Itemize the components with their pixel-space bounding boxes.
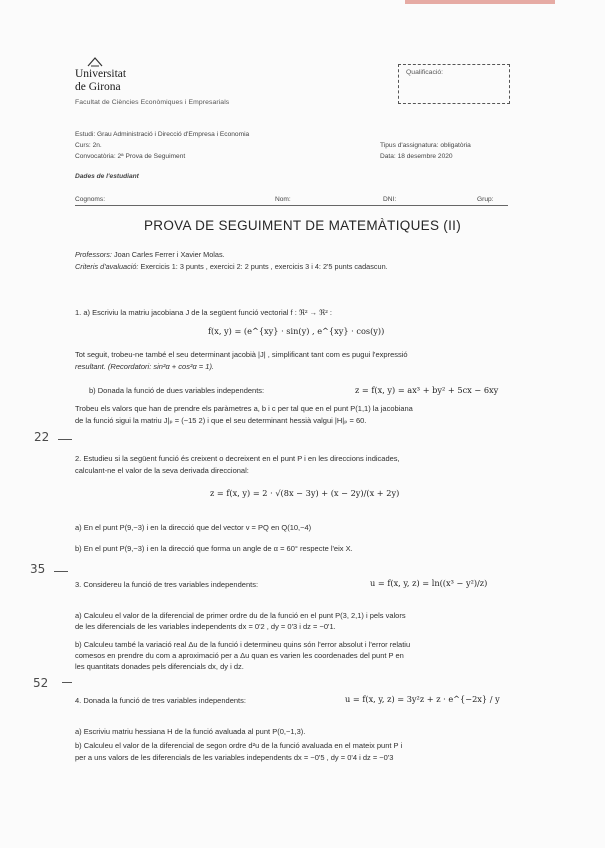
- date-line: Data: 18 desembre 2020: [380, 153, 453, 160]
- q1b-text1: Trobeu els valors que han de prendre els paràmetres a, b i c per tal que en el punt P(1,1) la jacobiana: [75, 404, 413, 413]
- group-label: Grup:: [477, 196, 494, 203]
- exam-title: PROVA DE SEGUIMENT DE MATEMÀTIQUES (II): [144, 218, 461, 233]
- q4-formula: u = f(x, y, z) = 3y²z + z · e^{−2x} / y: [345, 694, 500, 704]
- margin-dash-3: [62, 682, 72, 683]
- university-name-line1: Universitat: [75, 68, 127, 80]
- margin-note-2: 35: [30, 562, 46, 576]
- q3-formula: u = f(x, y, z) = ln((x³ − y²)/z): [370, 578, 488, 588]
- university-name-line2: de Girona: [75, 81, 121, 93]
- university-logo-icon: [86, 56, 104, 68]
- q3-b1: b) Calculeu també la variació real Δu de la funció i determineu quins són l'error absolut i l'error relatiu: [75, 640, 411, 649]
- criteria-label: Criteris d'avaluació:: [75, 262, 139, 271]
- q1b-text2: de la funció sigui la matriu J|ₚ = (−15 2) i que el seu determinant hessià valgui |H|ₚ = 60.: [75, 416, 367, 425]
- q4-b2: per a uns valors de les diferencials de les variables independents dx = −0'5 , dy = 0'4 i dz = −0'3: [75, 753, 394, 762]
- q3-a1: a) Calculeu el valor de la diferencial de primer ordre du de la funció en el punt P(3, 2,1) i pels valors: [75, 611, 406, 620]
- professors: Joan Carles Ferrer i Xavier Molas.: [113, 250, 225, 259]
- q4-intro: 4. Donada la funció de tres variables independents:: [75, 696, 246, 705]
- q1b-formula: z = f(x, y) = ax³ + by² + 5cx − 6xy: [355, 385, 499, 395]
- grade-label: Qualificació:: [406, 69, 444, 76]
- student-data-line: [75, 205, 508, 206]
- margin-note-1: 22: [34, 430, 50, 444]
- q2-a: a) En el punt P(9,−3) i en la direcció que del vector v = PQ en Q(10,−4): [75, 523, 312, 532]
- faculty-name: Facultat de Ciències Econòmiques i Empresarials: [75, 99, 230, 106]
- q1a-formula: f(x, y) = (e^{xy} · sin(y) , e^{xy} · cos(y)): [208, 326, 385, 336]
- q3-b2: comesos en prendre du com a aproximació per a Δu quan es varien les coordenades del punt P en: [75, 651, 404, 660]
- criteria: Exercicis 1: 3 punts , exercici 2: 2 punts , exercicis 3 i 4: 2'5 punts cadascun.: [140, 262, 388, 271]
- professors-label: Professors:: [75, 250, 112, 259]
- q3-intro: 3. Considereu la funció de tres variables independents:: [75, 580, 259, 589]
- dni-label: DNI:: [383, 196, 397, 203]
- margin-dash-1: [58, 439, 72, 440]
- q2-intro2: calculant-ne el valor de la seva derivada direccional:: [75, 466, 249, 475]
- surnames-label: Cognoms:: [75, 196, 106, 203]
- q1a-text1: Tot seguit, trobeu-ne també el seu determinant jacobià |J| , simplificant tant com es pugui l'expressió: [75, 350, 408, 359]
- q1b-intro: b) Donada la funció de dues variables independents:: [89, 386, 265, 395]
- q2-formula: z = f(x, y) = 2 · √(8x − 3y) + (x − 2y)/(x + 2y): [210, 488, 400, 498]
- call-line: Convocatòria: 2ª Prova de Seguiment: [75, 153, 186, 160]
- q3-a2: de les diferencials de les variables independents dx = 0'2 , dy = 0'3 i dz = −0'1.: [75, 622, 336, 631]
- margin-note-3: 52: [33, 676, 49, 690]
- student-section-title: Dades de l'estudiant: [75, 173, 139, 180]
- q3-b3: les quantitats donades pels diferencials dx, dy i dz.: [75, 662, 244, 671]
- q4-b1: b) Calculeu el valor de la diferencial de segon ordre d²u de la funció avaluada en el mateix punt P i: [75, 741, 403, 750]
- q4-a: a) Escriviu matriu hessiana H de la funció avaluada al punt P(0,−1,3).: [75, 727, 306, 736]
- studies-line: Estudi: Grau Administració i Direcció d'Empresa i Economia: [75, 131, 250, 138]
- q2-b: b) En el punt P(9,−3) i en la direcció que forma un angle de α = 60° respecte l'eix X.: [75, 544, 353, 553]
- name-label: Nom:: [275, 196, 291, 203]
- q1a-intro: 1. a) Escriviu la matriu jacobiana J de la següent funció vectorial f : ℜ² → ℜ² :: [75, 308, 332, 317]
- margin-dash-2: [54, 571, 68, 572]
- course-line: Curs: 2n.: [75, 142, 102, 149]
- subject-type-line: Tipus d'assignatura: obligatòria: [380, 142, 471, 149]
- q2-intro1: 2. Estudieu si la següent funció és creixent o decreixent en el punt P i en les direccions indicades,: [75, 454, 400, 463]
- q1a-text2: resultant. (Recordatori: sin²α + cos²α = 1).: [75, 362, 215, 371]
- top-edge-mark: [405, 0, 555, 4]
